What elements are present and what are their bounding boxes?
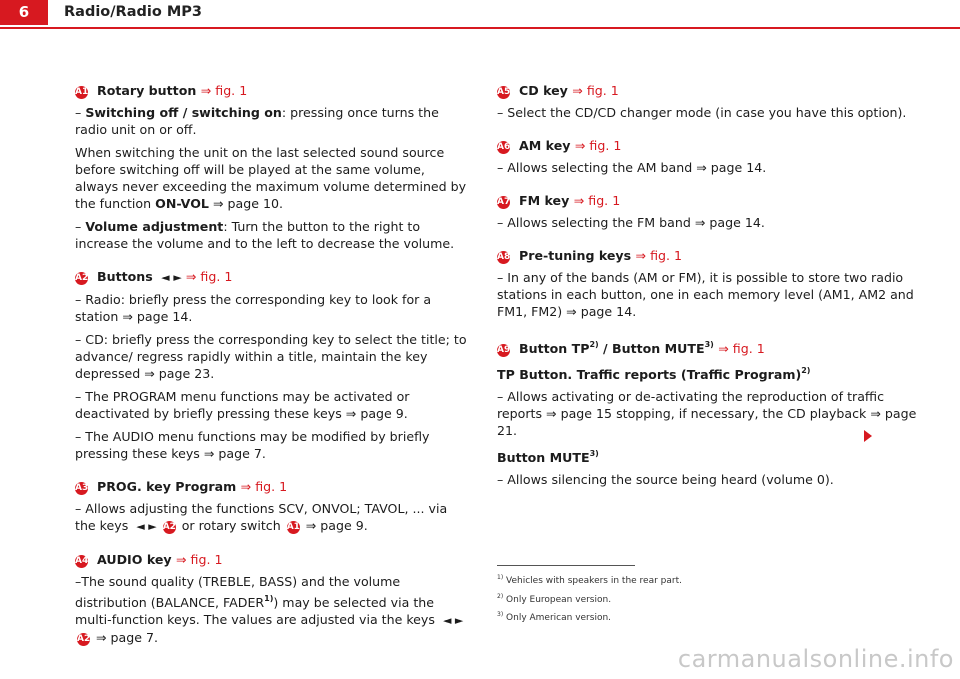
- fig-link[interactable]: ⇒ fig. 1: [185, 269, 233, 284]
- footnote-divider: [497, 565, 635, 566]
- item-label: Rotary button: [97, 83, 197, 98]
- left-right-arrows-icon: ◄ ►: [442, 614, 464, 627]
- continue-arrow-icon: [864, 430, 872, 442]
- item-fm-key: [497, 192, 917, 209]
- footnote: $^{1)}$ Vehicles with speakers in the rear part.: [497, 574, 682, 586]
- item-rotary-button: [75, 82, 470, 99]
- item-buttons: [75, 268, 470, 286]
- header-divider: [0, 27, 960, 29]
- page-header: [0, 0, 960, 28]
- fig-link[interactable]: ⇒ fig. 1: [200, 83, 248, 98]
- item-label: FM key: [519, 193, 570, 208]
- fig-link[interactable]: ⇒ fig. 1: [574, 138, 622, 153]
- callout-badge: A3: [75, 483, 89, 493]
- callout-badge: A2: [162, 522, 176, 532]
- paragraph: – In any of the bands (AM or FM), it is possible to store two radio stations in each button, one in each memory level (AM1, AM2 and FM1, FM2) ⇒ page 14.: [497, 270, 914, 319]
- paragraph: – Allows activating or de-activating the reproduction of traffic reports ⇒ page 15 stopping, if necessary, the CD playback ⇒ page 21.: [497, 389, 917, 438]
- paragraph: – Select the CD/CD changer mode (in case you have this option).: [497, 105, 907, 120]
- callout-badge: A5: [497, 87, 511, 97]
- item-audio-key: [75, 551, 470, 568]
- callout-badge: A4: [75, 556, 89, 566]
- fig-link[interactable]: ⇒ fig. 1: [635, 248, 683, 263]
- paragraph: – Volume adjustment: Turn the button to the right to increase the volume and to the left to decrease the volume.: [75, 219, 455, 251]
- callout-badge: A6: [497, 142, 511, 152]
- left-right-arrows-icon: ◄ ►: [136, 520, 157, 533]
- footnote-ref: 3): [704, 340, 714, 349]
- footnote: $^{2)}$ Only European version.: [497, 593, 612, 605]
- item-am-key: [497, 137, 917, 154]
- item-cd-key: [497, 82, 917, 99]
- fig-link[interactable]: ⇒ fig. 1: [572, 83, 619, 98]
- callout-badge: A2: [75, 273, 89, 283]
- item-label: PROG. key Program: [97, 479, 237, 494]
- paragraph: – The AUDIO menu functions may be modified by briefly pressing these keys ⇒ page 7.: [75, 429, 430, 461]
- callout-badge: A1: [75, 87, 89, 97]
- subheading-mute: Button MUTE$^{3)}$: [497, 449, 599, 465]
- item-label: Buttons: [97, 269, 153, 284]
- item-pretuning-keys: [497, 247, 917, 264]
- paragraph: – Switching off / switching on: pressing once turns the radio unit on or off.: [75, 105, 439, 137]
- paragraph: When switching the unit on the last selected sound source before switching off will be played at the same volume, always never exceeding the maximum volume determined by the function ON-VOL ⇒ page 10.: [75, 145, 467, 211]
- callout-badge: A2: [77, 634, 91, 644]
- item-tp-mute: A9 Button TP$^{2)}$ / Button MUTE$^{3)}$ ⇒ fig. 1: [497, 340, 765, 356]
- footnote-ref: 2): [589, 340, 599, 349]
- footnote-ref: 1): [264, 594, 274, 603]
- footnote-ref: 3): [589, 449, 599, 458]
- fig-link[interactable]: ⇒ fig. 1: [240, 479, 288, 494]
- footnote: $^{3)}$ Only American version.: [497, 611, 612, 623]
- item-label: Pre-tuning keys: [519, 248, 632, 263]
- right-column: [497, 82, 917, 494]
- left-right-arrows-icon: ◄ ►: [161, 271, 182, 284]
- paragraph: –The sound quality (TREBLE, BASS) and the volume distribution (BALANCE, FADER$^{1)}$) may be selected via the multi-function keys. The values are adjusted via the keys ◄ ►A2 ⇒ page 7.: [75, 574, 464, 645]
- callout-badge: A7: [497, 197, 511, 207]
- fig-link[interactable]: ⇒ fig. 1: [176, 552, 223, 567]
- left-column: [75, 82, 470, 652]
- paragraph: – Allows adjusting the functions SCV, ONVOL; TAVOL, ... via the keys ◄ ► A2 or rotary switch A1 ⇒ page 9.: [75, 501, 448, 533]
- paragraph: – Allows selecting the FM band ⇒ page 14.: [497, 215, 765, 230]
- item-label: AM key: [519, 138, 571, 153]
- callout-badge: A8: [497, 252, 511, 262]
- page-number: 6: [0, 0, 48, 25]
- fig-link[interactable]: ⇒ fig. 1: [718, 341, 765, 356]
- subheading-tp: TP Button. Traffic reports (Traffic Program)$^{2)}$: [497, 366, 811, 382]
- footnote-ref: 2): [801, 366, 811, 375]
- item-prog-key: [75, 478, 470, 495]
- paragraph: – Allows silencing the source being heard (volume 0).: [497, 472, 834, 487]
- callout-badge: A9: [497, 345, 511, 355]
- paragraph: – CD: briefly press the corresponding key to select the title; to advance/ regress rapidly within a title, maintain the key depressed ⇒ page 23.: [75, 332, 467, 381]
- page-title: Radio/Radio MP3: [64, 4, 203, 20]
- callout-badge: A1: [286, 522, 300, 532]
- paragraph: – Allows selecting the AM band ⇒ page 14.: [497, 160, 767, 175]
- paragraph: – The PROGRAM menu functions may be activated or deactivated by briefly pressing these keys ⇒ page 9.: [75, 389, 410, 421]
- item-label: AUDIO key: [97, 552, 172, 567]
- item-label: CD key: [519, 83, 568, 98]
- fig-link[interactable]: ⇒ fig. 1: [573, 193, 621, 208]
- watermark: carmanualsonline.info: [677, 645, 954, 673]
- paragraph: – Radio: briefly press the corresponding key to look for a station ⇒ page 14.: [75, 292, 432, 324]
